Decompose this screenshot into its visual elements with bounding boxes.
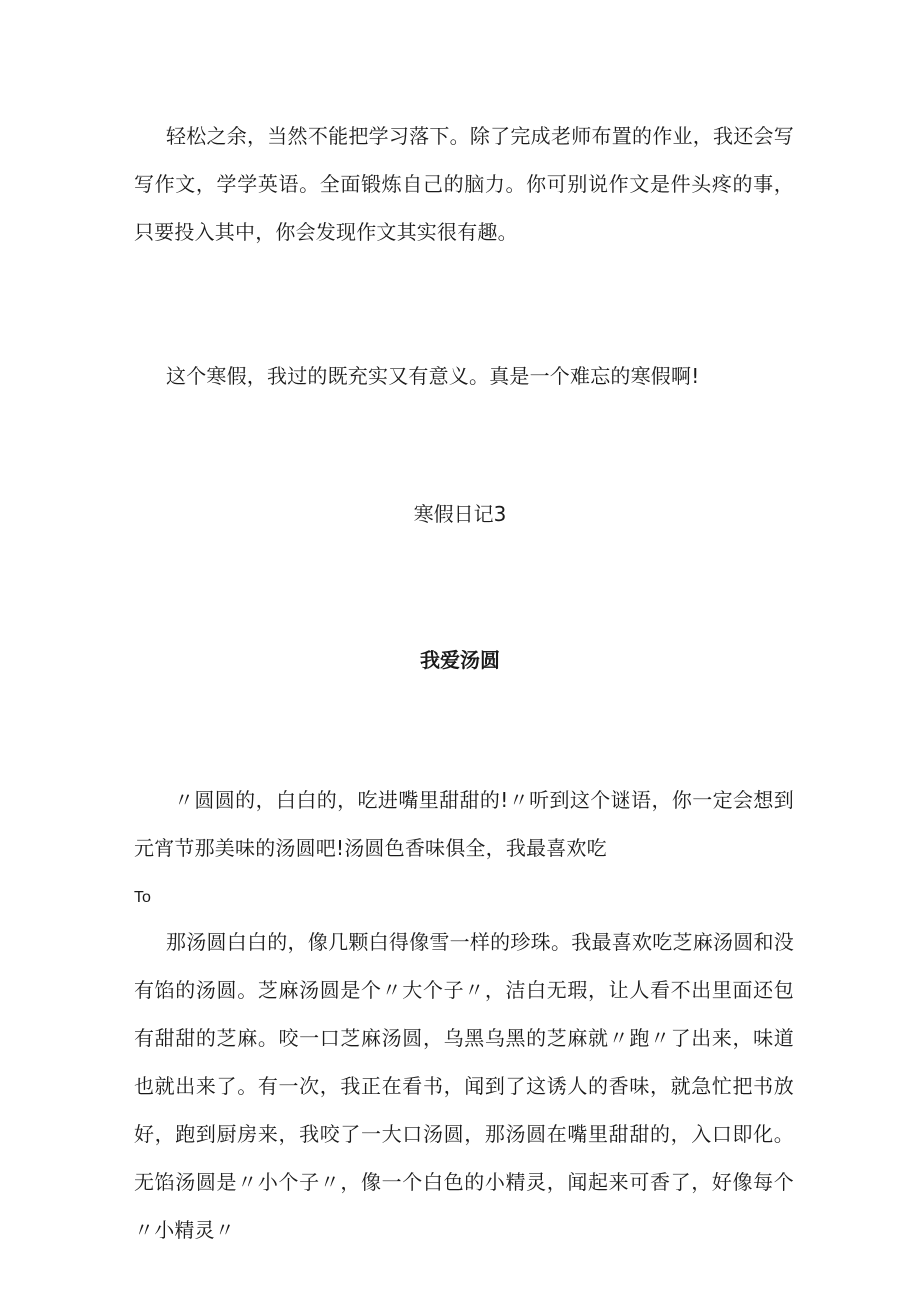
- diary-section-label: 寒假日记3: [413, 502, 507, 526]
- paragraph-conclusion: 这个寒假，我过的既充实又有意义。真是一个难忘的寒假啊!: [166, 364, 700, 388]
- paragraph-description: 那汤圆白白的，像几颗白得像雪一样的珍珠。我最喜欢吃芝麻汤圆和没有馅的汤圆。芝麻汤圆是个〃大个子〃，洁白无瑕，让人看不出里面还包有甜甜的芝麻。咬一口芝麻汤圆，乌黑乌黑的芝麻就〃跑〃了出来，味道也就出来了。有一次，我正在看书，闻到了这诱人的香味，就急忙把书放好，跑到厨房来，我咬了一大口汤圆，那汤圆在嘴里甜甜的，入口即化。无馅汤圆是〃小个子〃，像一个白色的小精灵，闻起来可香了，好像每个〃小精灵〃: [134, 930, 794, 1242]
- to-line: To: [134, 889, 151, 906]
- paragraph-riddle: 〃圆圆的，白白的，吃进嘴里甜甜的!〃听到这个谜语，你一定会想到元宵节那美味的汤圆吧!汤圆色香味俱全，我最喜欢吃: [134, 788, 794, 860]
- paragraph-study: 轻松之余，当然不能把学习落下。除了完成老师布置的作业，我还会写写作文，学学英语。全面锻炼自己的脑力。你可别说作文是件头疼的事，只要投入其中，你会发现作文其实很有趣。: [134, 124, 794, 244]
- essay-title: 我爱汤圆: [420, 648, 500, 672]
